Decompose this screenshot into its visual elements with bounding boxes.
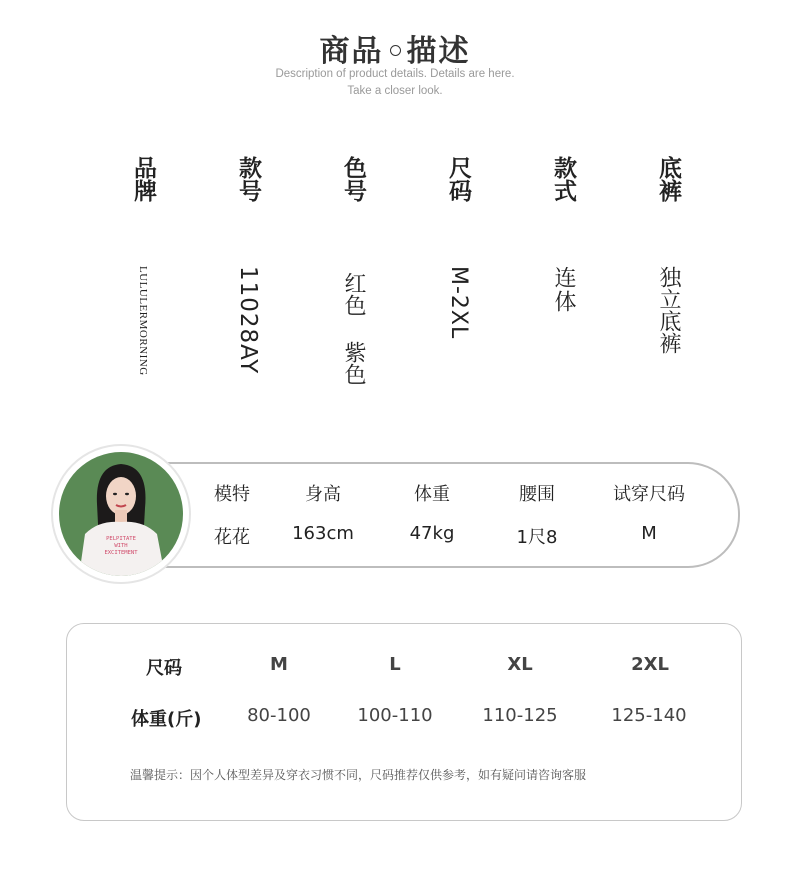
model-header-name: 模特 — [214, 484, 250, 505]
page-title — [0, 26, 790, 70]
shirt-print-line-1: PELPITATE — [106, 536, 136, 542]
spec-brand-value: LULULERMORNING — [137, 266, 149, 376]
spec-style — [538, 156, 588, 314]
subtitle-line-2: Take a closer look. — [347, 85, 443, 97]
title-dot-icon — [390, 45, 401, 56]
spec-brand — [118, 156, 168, 376]
spec-underwear — [643, 156, 693, 354]
size-header-l: L — [389, 654, 401, 675]
spec-color — [328, 156, 378, 385]
spec-size-label: 尺码 — [445, 156, 471, 202]
spec-style-number-value: 11028AY — [235, 266, 261, 375]
model-value-name: 花花 — [214, 527, 250, 548]
spec-style-number-label: 款号 — [235, 156, 261, 202]
model-header-weight: 体重 — [414, 484, 450, 505]
model-photo-icon — [59, 452, 183, 576]
model-value-height: 163cm — [292, 523, 354, 544]
spec-size-value: M-2XL — [446, 266, 471, 340]
model-value-trial-size: M — [641, 523, 657, 544]
title-right: 描述 — [406, 34, 471, 69]
model-value-weight: 47kg — [409, 523, 455, 544]
weight-row-label: 体重(斤) — [131, 709, 202, 730]
size-header-xl: XL — [507, 654, 533, 675]
spec-underwear-label: 底裤 — [655, 156, 681, 202]
spec-size — [433, 156, 483, 340]
model-header-height: 身高 — [305, 484, 341, 505]
shirt-print-line-2: WITH — [114, 543, 128, 549]
model-header-waist: 腰围 — [519, 484, 555, 505]
avatar-background — [59, 452, 183, 576]
spec-brand-label: 品牌 — [130, 156, 156, 202]
model-value-waist: 1尺8 — [516, 527, 558, 548]
spec-color-value: 红色 紫色 — [341, 272, 366, 385]
shirt-print-line-3: EXCITEMENT — [104, 550, 138, 556]
title-left: 商品 — [319, 34, 384, 69]
spec-style-number — [223, 156, 273, 375]
model-header-trial-size: 试穿尺码 — [613, 484, 685, 505]
weight-value-l: 100-110 — [357, 705, 433, 726]
weight-value-m: 80-100 — [247, 705, 311, 726]
weight-value-2xl: 125-140 — [611, 705, 687, 726]
spec-style-value: 连体 — [551, 266, 576, 314]
spec-underwear-value: 独立底裤 — [656, 266, 681, 354]
size-tip: 温馨提示：因个人体型差异及穿衣习惯不同，尺码推荐仅供参考，如有疑问请咨询客服 — [130, 768, 587, 782]
weight-value-xl: 110-125 — [482, 705, 558, 726]
size-header-m: M — [270, 654, 288, 675]
spec-color-label: 色号 — [340, 156, 366, 202]
spec-style-label: 款式 — [550, 156, 576, 202]
subtitle-line-1: Description of product details. Details are here. — [275, 68, 515, 80]
size-header-2xl: 2XL — [631, 654, 669, 675]
model-avatar — [51, 444, 191, 584]
size-row-label: 尺码 — [146, 658, 182, 679]
model-info-card — [150, 462, 740, 568]
